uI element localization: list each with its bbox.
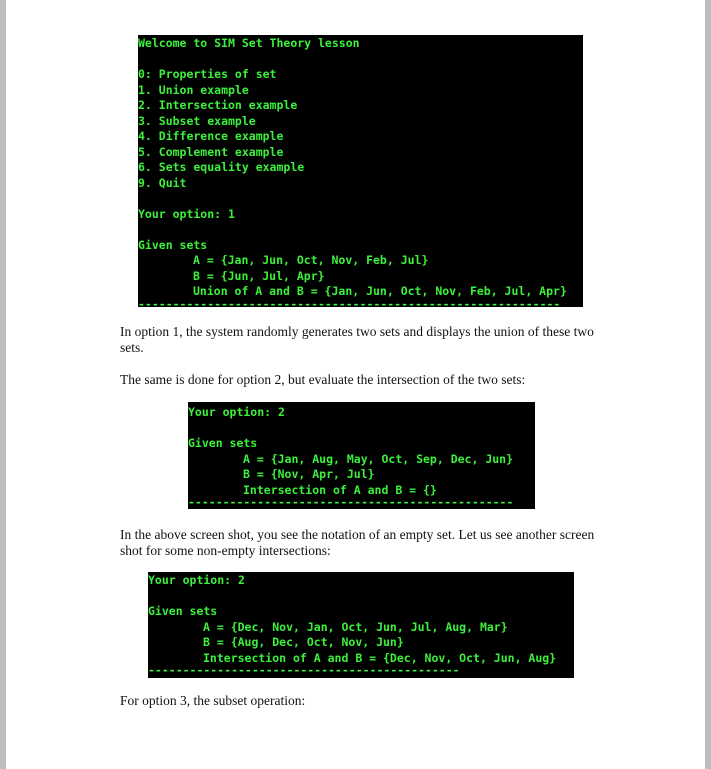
set-b-line: B = {Nov, Apr, Jul} — [243, 467, 375, 481]
menu-item-complement: 5. Complement example — [138, 144, 284, 159]
intersection-result-line: Intersection of A and B = {Dec, Nov, Oct, Jun, Aug} — [203, 650, 557, 665]
given-sets-label: Given sets — [138, 237, 208, 252]
separator-line: ----------------------------------------------- — [188, 498, 514, 506]
menu-item-properties: 0: Properties of set — [138, 67, 277, 81]
terminal-screenshot-union — [138, 35, 583, 307]
menu-item-difference: 4. Difference example — [138, 129, 284, 143]
given-sets-label: Given sets — [188, 436, 258, 450]
set-a-line: A = {Jan, Aug, May, Oct, Sep, Dec, Jun} — [243, 451, 514, 466]
option-line: Your option: 2 — [148, 573, 245, 587]
given-sets-label: Given sets — [148, 604, 218, 618]
paragraph-option-2: The same is done for option 2, but evaluate the intersection of the two sets: — [120, 372, 526, 387]
blank-line — [138, 191, 583, 207]
blank-line — [188, 421, 535, 437]
paragraph-option-3: For option 3, the subset operation: — [120, 693, 306, 708]
terminal-screenshot-empty-intersection — [188, 402, 535, 509]
menu-item-quit: 9. Quit — [138, 175, 187, 190]
union-result-line: Union of A and B = {Jan, Jun, Oct, Nov, Feb, Jul, Apr} — [193, 284, 567, 298]
separator-line: --------------------------------------------- — [148, 666, 460, 674]
menu-item-equality: 6. Sets equality example — [138, 160, 305, 174]
menu-item-union: 1. Union example — [138, 82, 249, 97]
blank-line — [148, 589, 574, 605]
menu-item-intersection: 2. Intersection example — [138, 98, 298, 112]
paragraph-empty-set: In the above screen shot, you see the notation of an empty set. Let us see another screen shot for some non-empty intersections: — [120, 527, 595, 558]
menu-item-subset: 3. Subset example — [138, 113, 256, 128]
separator-line: ------------------------------------------------------------- — [138, 299, 561, 307]
set-b-line: B = {Aug, Dec, Oct, Nov, Jun} — [203, 635, 404, 649]
blank-line — [138, 52, 583, 68]
intersection-result-line: Intersection of A and B = {} — [243, 482, 437, 497]
option-line: Your option: 1 — [138, 206, 235, 221]
set-a-line: A = {Dec, Nov, Jan, Oct, Jun, Jul, Aug, Mar} — [203, 619, 508, 634]
option-line: Your option: 2 — [188, 405, 285, 419]
terminal-screenshot-nonempty-intersection — [148, 572, 574, 678]
page-left-border — [0, 0, 6, 769]
set-b-line: B = {Jun, Jul, Apr} — [193, 268, 325, 283]
paragraph-option-1: In option 1, the system randomly generates two sets and displays the union of these two sets. — [120, 324, 594, 355]
page-right-border — [705, 0, 711, 769]
blank-line — [138, 222, 583, 238]
set-a-line: A = {Jan, Jun, Oct, Nov, Feb, Jul} — [193, 253, 429, 267]
welcome-line: Welcome to SIM Set Theory lesson — [138, 36, 360, 50]
